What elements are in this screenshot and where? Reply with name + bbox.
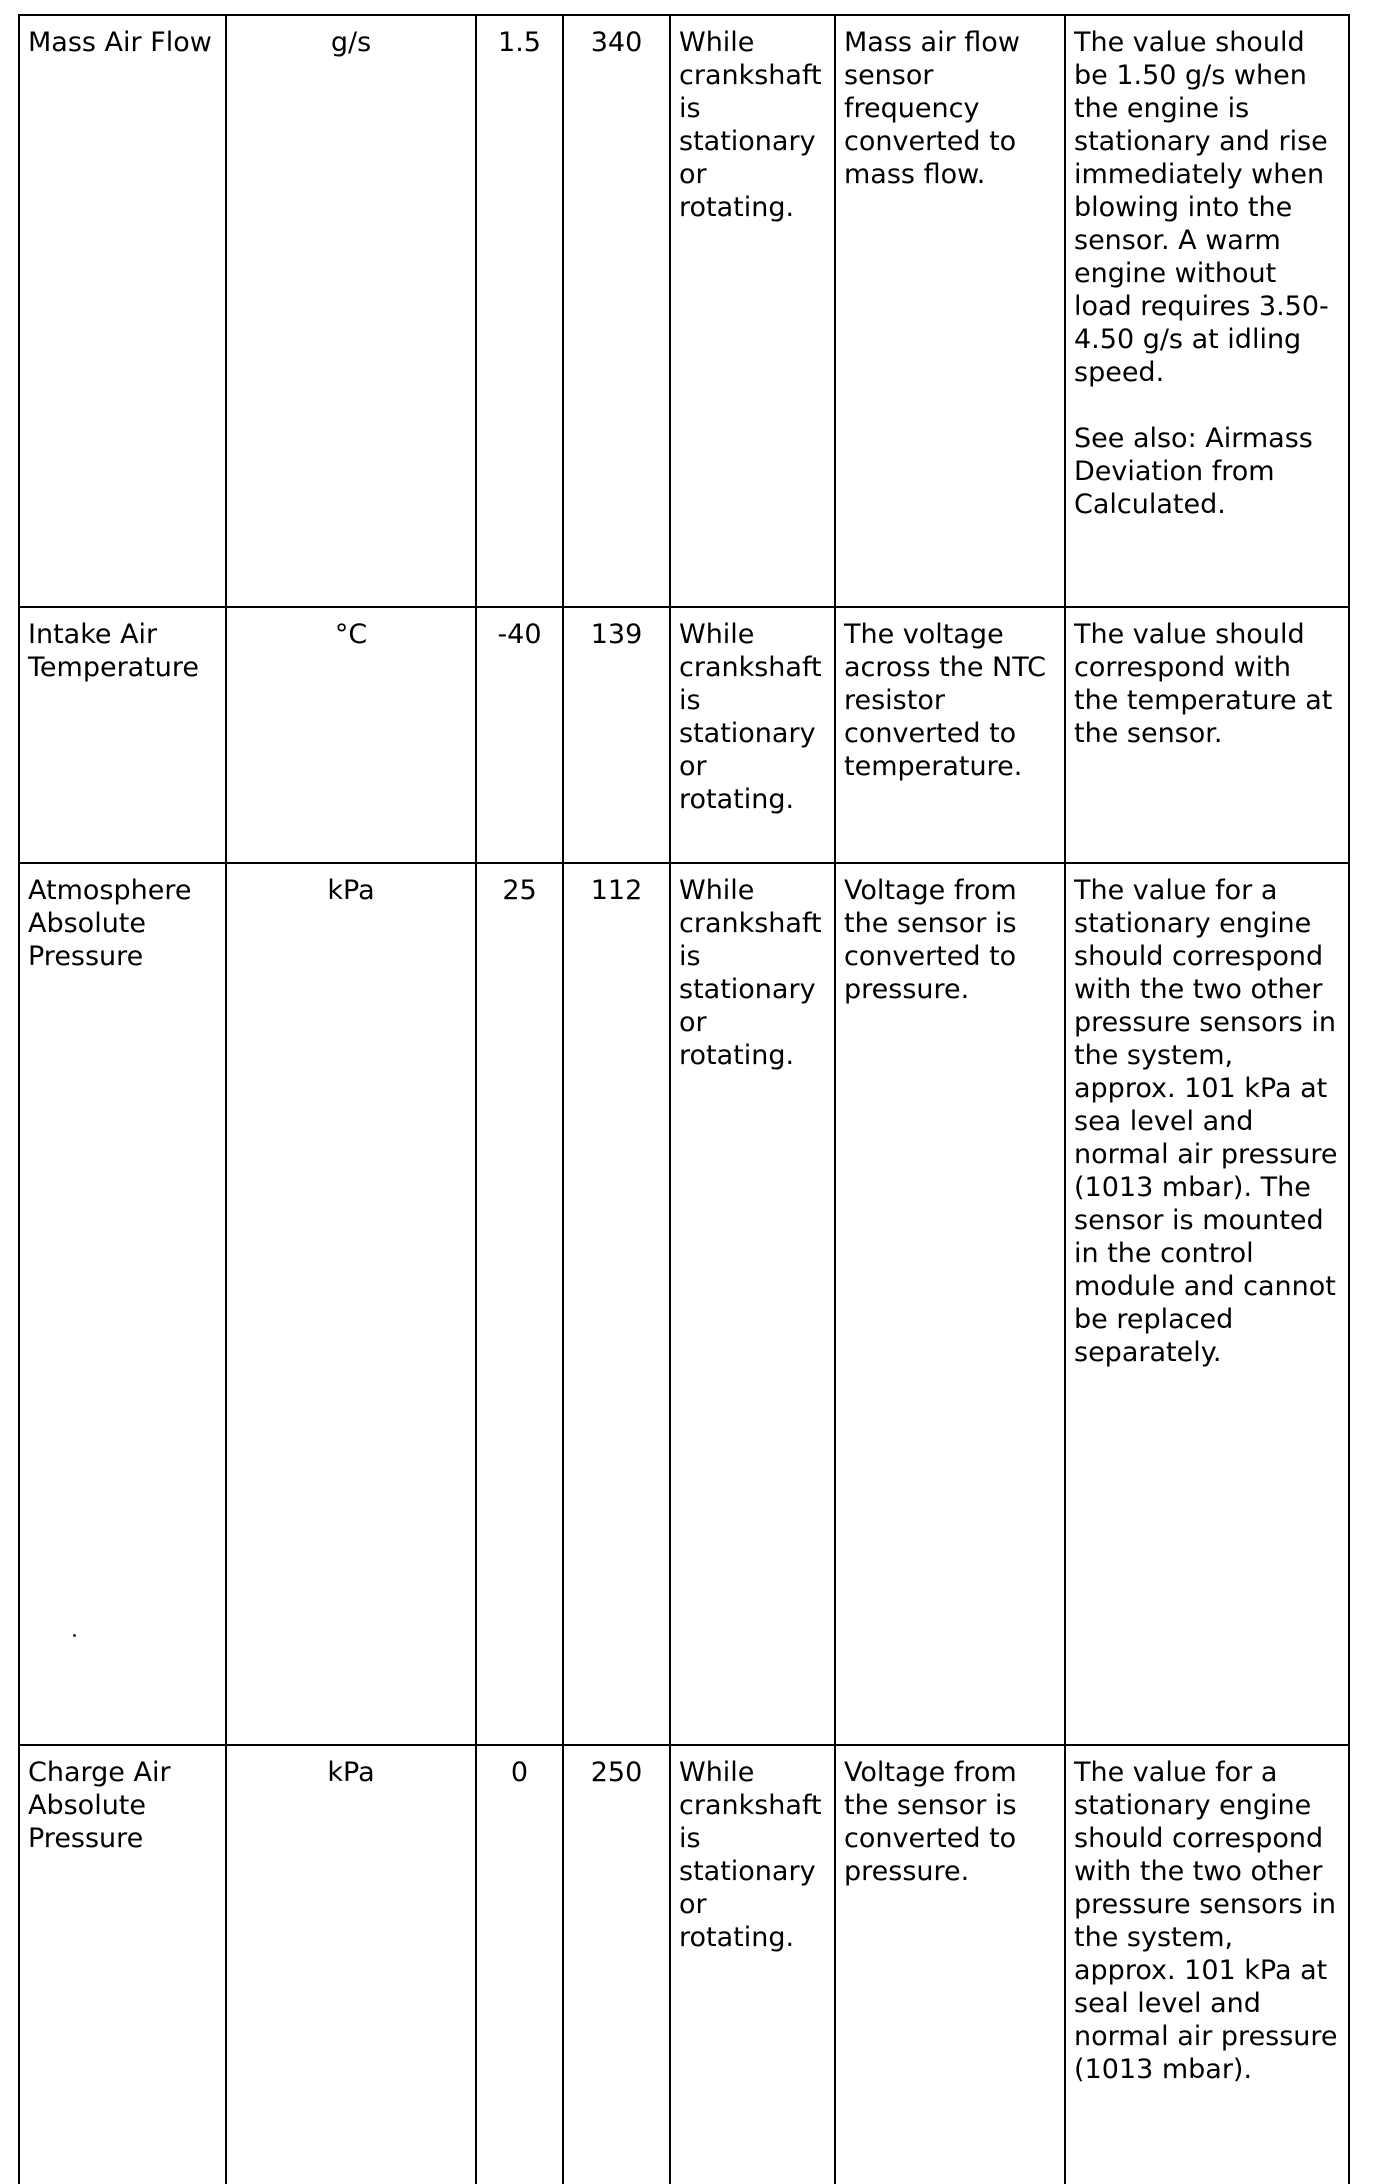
description-cell: The voltage across the NTC resistor converted to temperature. xyxy=(835,607,1065,863)
max-value: 340 xyxy=(563,15,670,607)
unit-cell: kPa xyxy=(226,863,476,1745)
condition-cell: While crankshaft is stationary or rotating. xyxy=(670,607,835,863)
max-value: 139 xyxy=(563,607,670,863)
scan-speck xyxy=(73,1634,76,1637)
see-also-text: See also: Airmass Deviation from Calculated. xyxy=(1074,423,1313,520)
document-page xyxy=(18,14,1348,2184)
description-cell: Voltage from the sensor is converted to pressure. xyxy=(835,863,1065,1745)
comment-cell: The value should correspond with the temperature at the sensor. xyxy=(1065,607,1349,863)
parameter-name: Atmosphere Absolute Pressure xyxy=(19,863,226,1745)
parameter-table xyxy=(18,14,1350,2184)
description-cell: Mass air flow sensor frequency converted to mass flow. xyxy=(835,15,1065,607)
unit-cell: °C xyxy=(226,607,476,863)
comment-cell xyxy=(1065,15,1349,607)
description-cell: Voltage from the sensor is converted to pressure. xyxy=(835,1745,1065,2184)
condition-cell: While crankshaft is stationary or rotating. xyxy=(670,863,835,1745)
table-row-atmosphere-absolute-pressure xyxy=(19,863,1349,1745)
parameter-name: Charge Air Absolute Pressure xyxy=(19,1745,226,2184)
max-value: 250 xyxy=(563,1745,670,2184)
condition-cell: While crankshaft is stationary or rotating. xyxy=(670,15,835,607)
unit-cell: kPa xyxy=(226,1745,476,2184)
comment-cell: The value for a stationary engine should correspond with the two other pressure sensors in the system, approx. 101 kPa at sea level and normal air pressure (1013 mbar). The sensor is mounted in the control module and cannot be replaced separately. xyxy=(1065,863,1349,1745)
max-value: 112 xyxy=(563,863,670,1745)
parameter-name: Intake Air Temperature xyxy=(19,607,226,863)
comment-text: The value should be 1.50 g/s when the engine is stationary and rise immediately when blowing into the sensor. A warm engine without load requires 3.50-4.50 g/s at idling speed. xyxy=(1074,27,1329,388)
comment-cell: The value for a stationary engine should correspond with the two other pressure sensors in the system, approx. 101 kPa at seal level and normal air pressure (1013 mbar). xyxy=(1065,1745,1349,2184)
table-row-charge-air-absolute-pressure xyxy=(19,1745,1349,2184)
condition-cell: While crankshaft is stationary or rotating. xyxy=(670,1745,835,2184)
table-row-intake-air-temperature xyxy=(19,607,1349,863)
table-row-mass-air-flow xyxy=(19,15,1349,607)
min-value: -40 xyxy=(476,607,563,863)
parameter-name: Mass Air Flow xyxy=(19,15,226,607)
min-value: 0 xyxy=(476,1745,563,2184)
min-value: 1.5 xyxy=(476,15,563,607)
min-value: 25 xyxy=(476,863,563,1745)
unit-cell: g/s xyxy=(226,15,476,607)
